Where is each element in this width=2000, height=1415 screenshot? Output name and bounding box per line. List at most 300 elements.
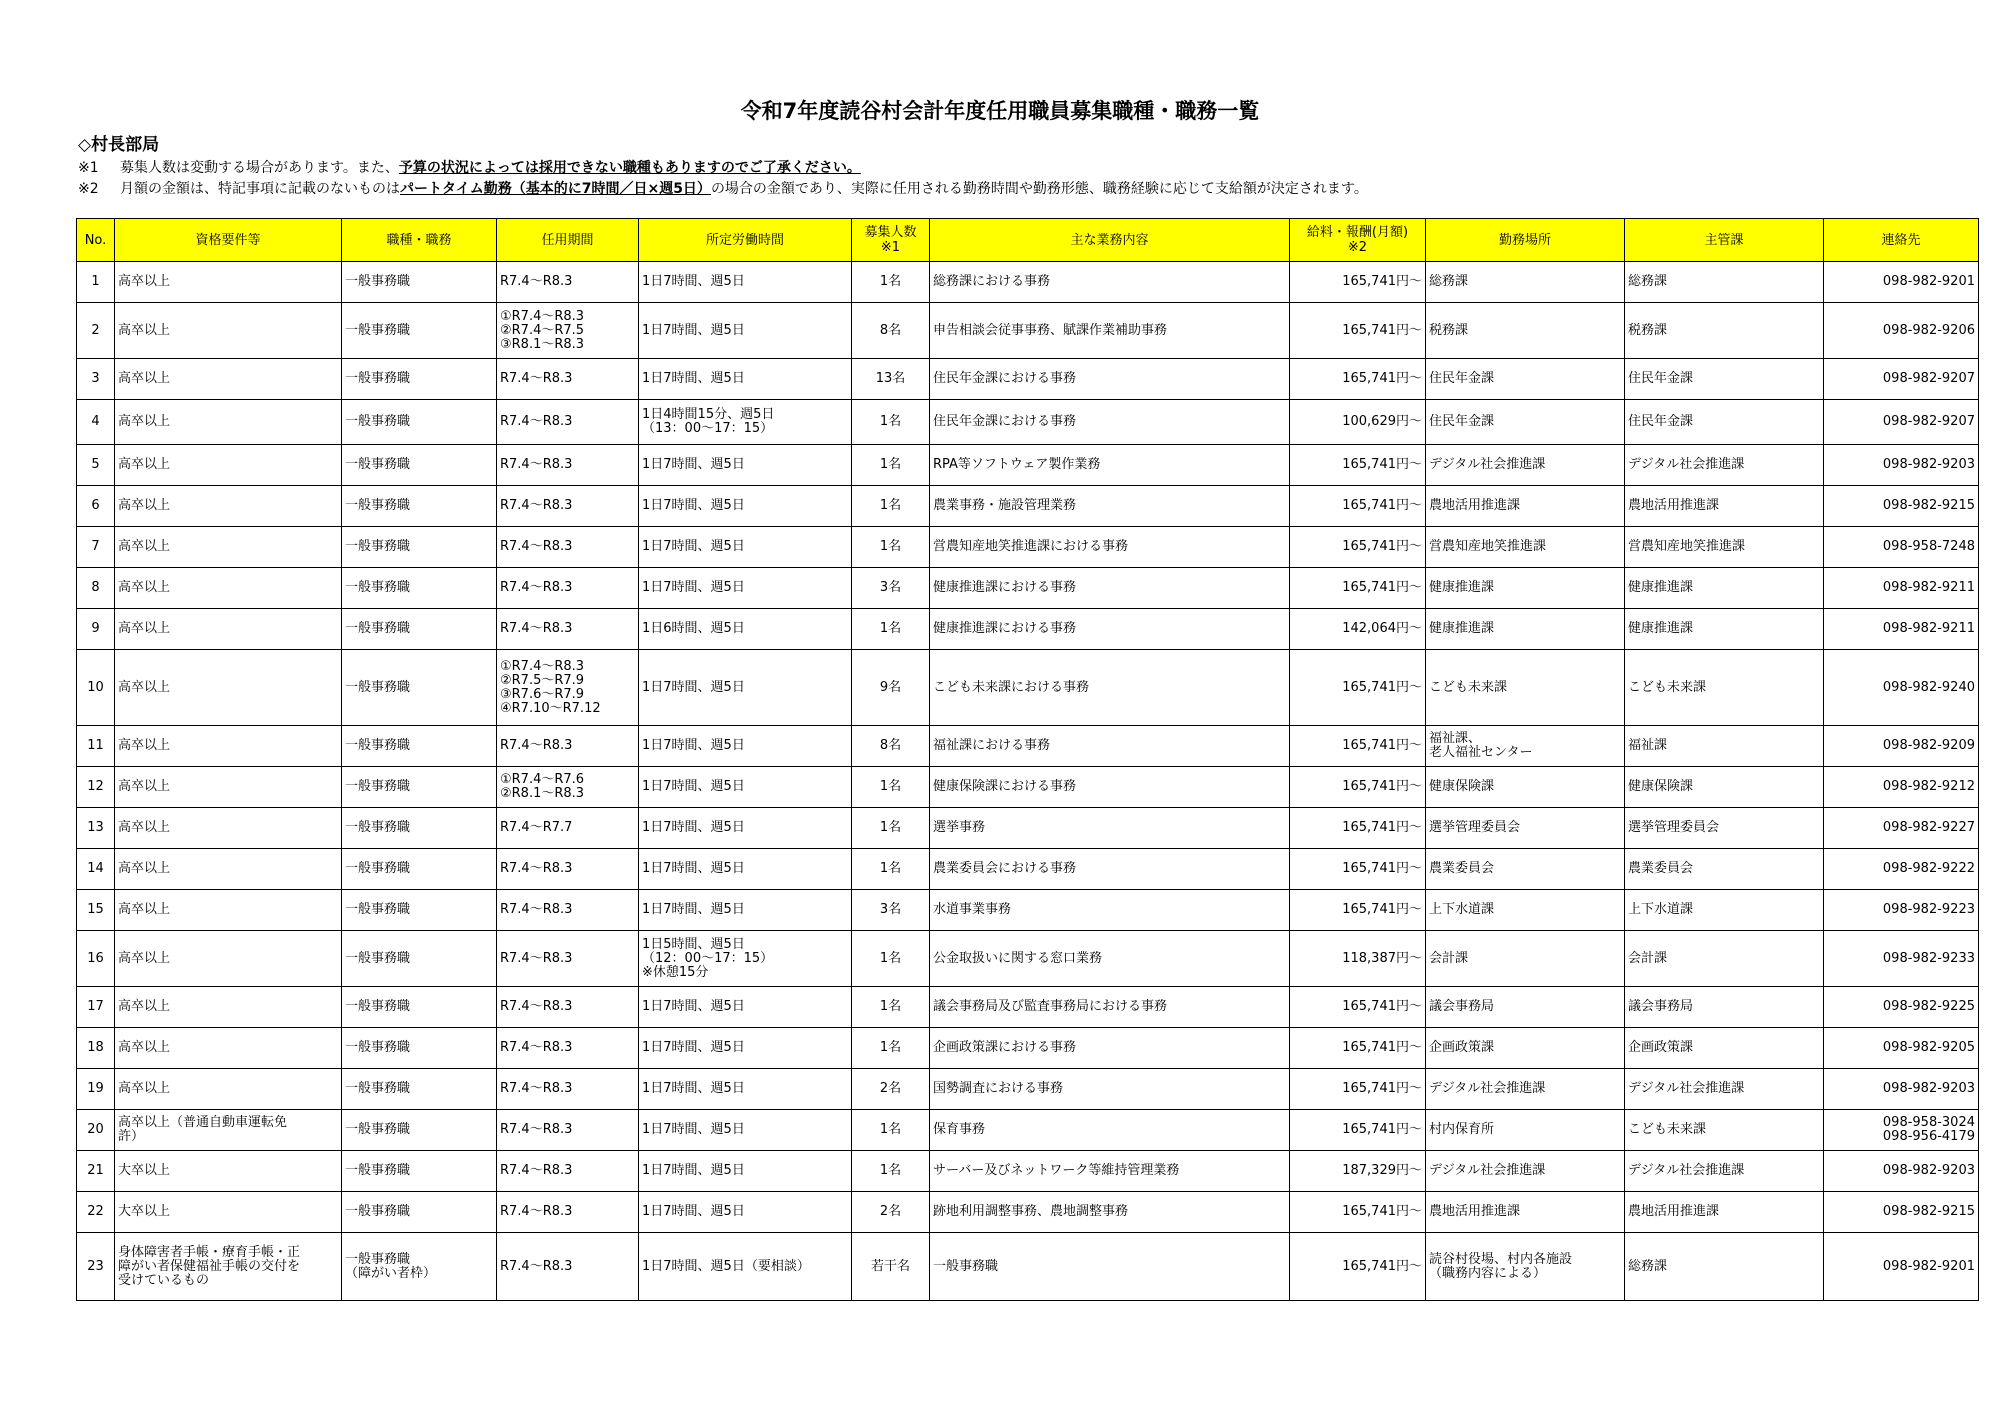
cell-dept (1625, 609, 1824, 650)
cell-hours-text: 1日7時間、週5日 (642, 861, 745, 876)
cell-content (930, 568, 1290, 609)
cell-qualification-text: 高卒以上 (118, 1081, 171, 1096)
cell-job (342, 568, 497, 609)
cell-qualification (115, 445, 342, 486)
cell-tel-text: 098-982-9212 (1882, 779, 1975, 794)
cell-job (342, 262, 497, 303)
cell-dept-text: デジタル社会推進課 (1628, 1163, 1745, 1178)
cell-period (497, 400, 639, 445)
cell-dept-text: 議会事務局 (1628, 999, 1694, 1014)
cell-place-text: 選挙管理委員会 (1429, 820, 1521, 835)
cell-pay (1290, 1069, 1426, 1110)
cell-pay (1290, 1028, 1426, 1069)
note-2-tail: の場合の金額であり、実際に任用される勤務時間や勤務形態、職務経験に応じて支給額が決定されます。 (710, 181, 1368, 197)
cell-job-text: 一般事務職 (345, 950, 411, 966)
cell-period-text: ①R7.4～R8.3 ②R7.5～R7.9 ③R7.6～R7.9 ④R7.10～R7.12 (500, 658, 601, 716)
cell-no (77, 1069, 115, 1110)
cell-period (497, 1110, 639, 1151)
cell-hours-text: 1日7時間、週5日 (642, 498, 745, 513)
cell-job (342, 486, 497, 527)
cell-hours (639, 1110, 852, 1151)
cell-no-text: 7 (91, 539, 100, 554)
note-2-text: 月額の金額は、特記事項に記載のないものは (120, 181, 400, 197)
cell-dept-text: 営農知産地笑推進課 (1628, 539, 1746, 554)
cell-hours (639, 609, 852, 650)
cell-place-text: 住民年金課 (1429, 414, 1495, 429)
table-row (77, 609, 1979, 650)
cell-dept (1625, 527, 1824, 568)
cell-content-text: 水道事業事務 (933, 902, 1012, 917)
cell-place (1426, 303, 1625, 359)
cell-count-text: 1名 (879, 950, 902, 966)
cell-no (77, 1028, 115, 1069)
cell-period-text: R7.4～R8.3 (500, 1163, 573, 1178)
cell-place (1426, 527, 1625, 568)
cell-count (852, 1233, 930, 1301)
cell-tel (1824, 1069, 1979, 1110)
cell-job (342, 767, 497, 808)
cell-place-text: 税務課 (1429, 322, 1469, 338)
cell-job (342, 1028, 497, 1069)
cell-dept (1625, 486, 1824, 527)
cell-tel-text: 098-982-9223 (1882, 902, 1975, 917)
cell-job (342, 849, 497, 890)
cell-dept (1625, 1192, 1824, 1233)
cell-qualification-text: 高卒以上 (118, 950, 171, 966)
cell-hours-text: 1日7時間、週5日 (642, 1081, 745, 1096)
note-2 (78, 178, 1368, 198)
cell-qualification-text: 高卒以上 (118, 902, 171, 917)
note-2-mark: ※2 (78, 181, 99, 197)
cell-dept-text: 健康保険課 (1628, 779, 1694, 794)
cell-no-text: 17 (87, 999, 104, 1014)
cell-content-text: こども未来課における事務 (933, 679, 1090, 695)
cell-qualification (115, 987, 342, 1028)
cell-content-text: 一般事務職 (933, 1258, 999, 1274)
cell-hours (639, 650, 852, 726)
cell-dept (1625, 1151, 1824, 1192)
cell-tel (1824, 1110, 1979, 1151)
cell-hours (639, 1069, 852, 1110)
cell-no (77, 486, 115, 527)
cell-period-text: R7.4～R8.3 (500, 999, 573, 1014)
cell-count-text: 2名 (879, 1204, 902, 1219)
table-row (77, 987, 1979, 1028)
table-body (77, 262, 1979, 1301)
cell-period-text: R7.4～R8.3 (500, 1040, 573, 1055)
cell-hours (639, 303, 852, 359)
table-header-row (77, 219, 1979, 262)
cell-job (342, 1233, 497, 1301)
cell-pay (1290, 527, 1426, 568)
cell-place (1426, 1110, 1625, 1151)
cell-job-text: 一般事務職 (345, 371, 411, 386)
cell-count (852, 262, 930, 303)
header-period: 任用期間 (497, 219, 639, 262)
cell-content (930, 1028, 1290, 1069)
cell-count (852, 650, 930, 726)
cell-job-text: 一般事務職 (345, 457, 411, 472)
cell-job (342, 1192, 497, 1233)
cell-count-text: 1名 (879, 779, 902, 794)
cell-qualification (115, 1069, 342, 1110)
cell-tel-text: 098-958-7248 (1882, 539, 1975, 554)
cell-no-text: 15 (87, 902, 104, 917)
cell-count (852, 486, 930, 527)
cell-pay (1290, 359, 1426, 400)
cell-qualification (115, 1151, 342, 1192)
table-row (77, 486, 1979, 527)
cell-period (497, 445, 639, 486)
cell-no-text: 14 (87, 861, 104, 876)
note-1 (78, 157, 861, 177)
cell-no (77, 1110, 115, 1151)
cell-dept-text: 会計課 (1628, 950, 1668, 966)
cell-period-text: R7.4～R8.3 (500, 457, 573, 472)
cell-qualification-text: 高卒以上 (118, 738, 171, 753)
cell-no-text: 18 (87, 1040, 104, 1055)
cell-place (1426, 1233, 1625, 1301)
cell-pay (1290, 726, 1426, 767)
cell-dept-text: 住民年金課 (1628, 371, 1694, 386)
cell-pay (1290, 1192, 1426, 1233)
cell-dept (1625, 650, 1824, 726)
cell-job-text: 一般事務職 (345, 1204, 411, 1219)
cell-tel-text: 098-982-9203 (1882, 1081, 1975, 1096)
cell-period (497, 767, 639, 808)
cell-dept-text: こども未来課 (1628, 1122, 1707, 1137)
cell-period (497, 568, 639, 609)
cell-no-text: 3 (91, 371, 100, 386)
cell-dept-text: 健康推進課 (1628, 580, 1694, 595)
cell-period (497, 1069, 639, 1110)
table-row (77, 359, 1979, 400)
cell-count (852, 527, 930, 568)
cell-no-text: 6 (91, 498, 100, 513)
cell-count-text: 1名 (879, 414, 902, 429)
cell-tel (1824, 931, 1979, 987)
cell-hours (639, 486, 852, 527)
cell-pay (1290, 890, 1426, 931)
table-row (77, 1069, 1979, 1110)
cell-pay (1290, 568, 1426, 609)
cell-count-text: 1名 (879, 498, 902, 513)
cell-hours-text: 1日7時間、週5日 (642, 580, 745, 595)
cell-tel-text: 098-982-9206 (1882, 322, 1975, 338)
cell-count-text: 1名 (879, 820, 902, 835)
cell-hours (639, 359, 852, 400)
cell-pay-text: 118,387円～ (1342, 950, 1422, 966)
cell-content-text: 農業事務・施設管理業務 (933, 498, 1077, 513)
cell-period (497, 1233, 639, 1301)
header-count-label: 募集人数 (864, 225, 917, 240)
cell-place (1426, 1028, 1625, 1069)
cell-period-text: R7.4～R8.3 (500, 950, 573, 966)
cell-period-text: R7.4～R8.3 (500, 580, 573, 595)
cell-content-text: 住民年金課における事務 (933, 371, 1077, 386)
cell-period (497, 849, 639, 890)
cell-no-text: 2 (91, 322, 100, 338)
cell-hours (639, 987, 852, 1028)
cell-place-text: 農業委員会 (1429, 861, 1495, 876)
cell-place (1426, 767, 1625, 808)
cell-period (497, 359, 639, 400)
cell-content (930, 303, 1290, 359)
cell-pay-text: 165,741円～ (1342, 902, 1422, 917)
cell-hours (639, 1028, 852, 1069)
cell-hours (639, 931, 852, 987)
cell-period (497, 486, 639, 527)
cell-dept (1625, 808, 1824, 849)
cell-count (852, 568, 930, 609)
cell-pay-text: 165,741円～ (1342, 779, 1422, 794)
cell-tel-text: 098-982-9227 (1882, 820, 1975, 835)
recruitment-table (76, 218, 1979, 1301)
cell-tel (1824, 568, 1979, 609)
cell-hours-text: 1日7時間、週5日 (642, 779, 745, 794)
cell-content-text: 国勢調査における事務 (933, 1081, 1064, 1096)
cell-place (1426, 400, 1625, 445)
section-heading: ◇村長部局 (78, 135, 160, 155)
cell-job (342, 527, 497, 568)
cell-content (930, 609, 1290, 650)
cell-hours (639, 849, 852, 890)
cell-dept-text: こども未来課 (1628, 679, 1707, 695)
cell-no (77, 987, 115, 1028)
cell-hours-text: 1日7時間、週5日 (642, 1204, 745, 1219)
cell-no-text: 9 (91, 621, 100, 636)
cell-job-text: 一般事務職 (345, 902, 411, 917)
cell-count-text: 9名 (879, 679, 902, 695)
cell-pay-text: 165,741円～ (1342, 1204, 1422, 1219)
cell-period (497, 987, 639, 1028)
cell-dept-text: 上下水道課 (1628, 902, 1694, 917)
cell-no-text: 10 (87, 679, 104, 695)
cell-pay (1290, 767, 1426, 808)
cell-content-text: 公金取扱いに関する窓口業務 (933, 950, 1103, 966)
header-pay (1290, 219, 1426, 262)
cell-no-text: 22 (87, 1204, 104, 1219)
cell-qualification-text: 高卒以上 (118, 539, 171, 554)
cell-tel (1824, 650, 1979, 726)
cell-job-text: 一般事務職 (345, 498, 411, 513)
cell-qualification (115, 650, 342, 726)
cell-job-text: 一般事務職 (345, 679, 411, 695)
cell-qualification (115, 1192, 342, 1233)
cell-place (1426, 808, 1625, 849)
cell-no-text: 8 (91, 580, 100, 595)
cell-dept-text: 福祉課 (1628, 738, 1668, 753)
cell-no-text: 12 (87, 779, 104, 794)
cell-period-text: R7.4～R8.3 (500, 1258, 573, 1274)
cell-dept (1625, 568, 1824, 609)
cell-job (342, 726, 497, 767)
cell-content-text: 福祉課における事務 (933, 738, 1051, 753)
cell-pay (1290, 486, 1426, 527)
cell-period-text: R7.4～R8.3 (500, 414, 573, 429)
cell-no (77, 568, 115, 609)
table-row (77, 262, 1979, 303)
cell-tel (1824, 359, 1979, 400)
table-row (77, 400, 1979, 445)
cell-content (930, 767, 1290, 808)
cell-dept (1625, 445, 1824, 486)
cell-count (852, 1151, 930, 1192)
cell-place (1426, 1151, 1625, 1192)
cell-tel-text: 098-982-9215 (1882, 1204, 1975, 1219)
table-row (77, 726, 1979, 767)
header-place: 勤務場所 (1426, 219, 1625, 262)
cell-qualification-text: 高卒以上 (118, 679, 171, 695)
cell-place-text: 福祉課、 老人福祉センター (1429, 731, 1533, 760)
cell-no (77, 303, 115, 359)
cell-pay-text: 165,741円～ (1342, 457, 1422, 472)
cell-period-text: R7.4～R8.3 (500, 274, 573, 289)
cell-qualification (115, 486, 342, 527)
table-row (77, 849, 1979, 890)
cell-tel (1824, 1233, 1979, 1301)
cell-pay (1290, 609, 1426, 650)
cell-qualification-text: 高卒以上 (118, 820, 171, 835)
cell-content (930, 527, 1290, 568)
cell-tel-text: 098-982-9222 (1882, 861, 1975, 876)
cell-job-text: 一般事務職 (345, 1163, 411, 1178)
cell-count (852, 890, 930, 931)
table-row (77, 445, 1979, 486)
cell-no-text: 1 (91, 274, 100, 289)
header-hours: 所定労働時間 (639, 219, 852, 262)
cell-dept-text: 総務課 (1628, 1258, 1668, 1274)
cell-pay-text: 165,741円～ (1342, 371, 1422, 386)
cell-qualification (115, 1233, 342, 1301)
header-no: No. (77, 219, 115, 262)
cell-pay (1290, 262, 1426, 303)
cell-place-text: デジタル社会推進課 (1429, 1081, 1546, 1096)
cell-tel (1824, 486, 1979, 527)
cell-count-text: 3名 (879, 902, 902, 917)
header-pay-note: ※2 (1347, 240, 1368, 255)
table-row (77, 1192, 1979, 1233)
cell-content (930, 726, 1290, 767)
cell-period-text: R7.4～R8.3 (500, 1081, 573, 1096)
table-row (77, 1233, 1979, 1301)
cell-job (342, 1110, 497, 1151)
cell-pay-text: 165,741円～ (1342, 1122, 1422, 1137)
cell-no-text: 20 (87, 1122, 104, 1137)
cell-dept (1625, 1233, 1824, 1301)
cell-hours (639, 400, 852, 445)
cell-hours (639, 568, 852, 609)
cell-no (77, 849, 115, 890)
cell-no (77, 726, 115, 767)
cell-qualification (115, 359, 342, 400)
cell-job-text: 一般事務職 (345, 274, 411, 289)
cell-dept-text: 健康推進課 (1628, 621, 1694, 636)
cell-tel-text: 098-982-9209 (1882, 738, 1975, 753)
cell-job-text: 一般事務職 (345, 738, 411, 753)
cell-job (342, 359, 497, 400)
document-title: 令和7年度読谷村会計年度任用職員募集職種・職務一覧 (740, 99, 1260, 123)
cell-dept (1625, 1069, 1824, 1110)
cell-content-text: サーバー及びネットワーク等維持管理業務 (933, 1163, 1180, 1178)
cell-place (1426, 568, 1625, 609)
cell-period (497, 726, 639, 767)
cell-place-text: 議会事務局 (1429, 999, 1495, 1014)
cell-hours (639, 767, 852, 808)
cell-job (342, 931, 497, 987)
cell-content-text: 農業委員会における事務 (933, 861, 1077, 876)
cell-dept-text: 税務課 (1628, 322, 1668, 338)
cell-no-text: 11 (87, 738, 104, 753)
cell-pay-text: 165,741円～ (1342, 820, 1422, 835)
cell-job-text: 一般事務職 (345, 621, 411, 636)
cell-no (77, 650, 115, 726)
cell-period-text: R7.4～R8.3 (500, 498, 573, 513)
cell-dept (1625, 890, 1824, 931)
cell-content-text: 健康推進課における事務 (933, 580, 1077, 595)
cell-pay-text: 100,629円～ (1342, 414, 1422, 429)
cell-dept (1625, 359, 1824, 400)
cell-tel (1824, 303, 1979, 359)
cell-qualification (115, 303, 342, 359)
cell-dept-text: 企画政策課 (1628, 1040, 1694, 1055)
cell-qualification-text: 高卒以上 (118, 861, 171, 876)
cell-count-text: 3名 (879, 580, 902, 595)
cell-qualification (115, 1110, 342, 1151)
cell-place-text: 健康推進課 (1429, 621, 1495, 636)
cell-dept (1625, 400, 1824, 445)
table-row (77, 527, 1979, 568)
cell-tel-text: 098-982-9203 (1882, 1163, 1975, 1178)
cell-place-text: 健康保険課 (1429, 779, 1495, 794)
cell-hours (639, 1233, 852, 1301)
header-pay-label: 給料・報酬(月額) (1306, 225, 1409, 240)
cell-count (852, 359, 930, 400)
cell-tel-text: 098-982-9211 (1882, 580, 1975, 595)
cell-qualification (115, 568, 342, 609)
cell-qualification-text: 大卒以上 (118, 1163, 171, 1178)
cell-job (342, 445, 497, 486)
cell-tel (1824, 890, 1979, 931)
header-count-note: ※1 (880, 240, 901, 255)
cell-count (852, 931, 930, 987)
cell-job (342, 1069, 497, 1110)
cell-place-text: 村内保育所 (1429, 1122, 1495, 1137)
cell-hours-text: 1日7時間、週5日 (642, 274, 745, 289)
cell-tel-text: 098-982-9203 (1882, 457, 1975, 472)
cell-count-text: 8名 (879, 738, 902, 753)
table-row (77, 931, 1979, 987)
cell-hours-text: 1日7時間、週5日 (642, 1163, 745, 1178)
cell-qualification (115, 726, 342, 767)
cell-tel-text: 098-982-9201 (1882, 274, 1975, 289)
cell-qualification-text: 高卒以上 (118, 580, 171, 595)
cell-job-text: 一般事務職 （障がい者枠） (345, 1251, 437, 1281)
cell-no-text: 13 (87, 820, 104, 835)
cell-count (852, 849, 930, 890)
table-row (77, 303, 1979, 359)
cell-content-text: 議会事務局及び監査事務局における事務 (933, 999, 1168, 1014)
cell-tel (1824, 262, 1979, 303)
cell-tel-text: 098-982-9233 (1882, 950, 1975, 966)
note-2-emphasis: パートタイム勤務（基本的に7時間／日×週5日） (400, 181, 711, 197)
cell-qualification-text: 高卒以上 (118, 457, 171, 472)
cell-place (1426, 359, 1625, 400)
cell-content (930, 650, 1290, 726)
cell-pay-text: 165,741円～ (1342, 274, 1422, 289)
cell-qualification (115, 262, 342, 303)
cell-dept (1625, 849, 1824, 890)
